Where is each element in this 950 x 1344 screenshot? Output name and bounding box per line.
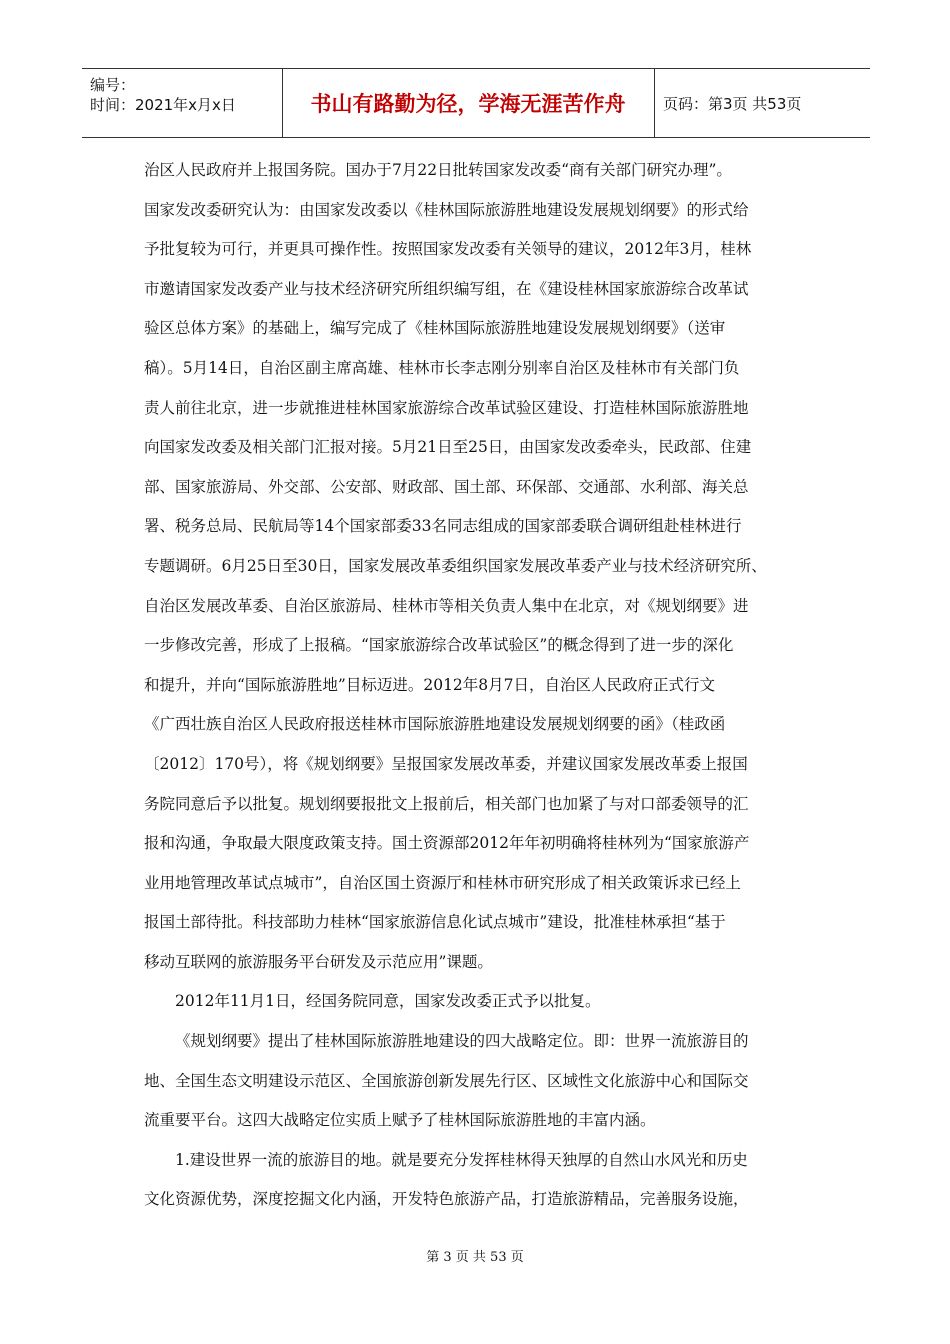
body-line: 报和沟通，争取最大限度政策支持。国土资源部2012年年初明确将桂林列为“国家旅游产 <box>144 834 750 853</box>
page-footer: 第 3 页 共 53 页 <box>426 1250 524 1265</box>
body-line: 市邀请国家发改委产业与技术经济研究所组织编写组，在《建设桂林国家旅游综合改革试 <box>144 279 749 298</box>
body-line: 业用地管理改革试点城市”，自治区国土资源厅和桂林市研究形成了相关政策诉求已经上 <box>144 873 741 892</box>
header-meta-cell <box>82 69 283 137</box>
body-line: 国家发改委研究认为：由国家发改委以《桂林国际旅游胜地建设发展规划纲要》的形式给 <box>144 200 749 219</box>
body-line: 报国土部待批。科技部助力桂林“国家旅游信息化试点城市”建设，批准桂林承担“基于 <box>144 913 726 932</box>
body-line: 验区总体方案》的基础上，编写完成了《桂林国际旅游胜地建设发展规划纲要》（送审 <box>144 319 726 338</box>
body-line: 治区人民政府并上报国务院。国办于7月22日批转国家发改委“商有关部门研究办理”。 <box>144 161 732 179</box>
body-line: 稿）。5月14日，自治区副主席高雄、桂林市长李志刚分别率自治区及桂林市有关部门负 <box>144 358 740 377</box>
body-line: 务院同意后予以批复。规划纲要报批文上报前后，相关部门也加紧了与对口部委领导的汇 <box>144 794 749 813</box>
body-line: 1.建设世界一流的旅游目的地。就是要充分发挥桂林得天独厚的自然山水风光和历史 <box>175 1150 748 1169</box>
body-line: 专题调研。6月25日至30日，国家发展改革委组织国家发展改革委产业与技术经济研究所、 <box>144 556 767 575</box>
header-page-cell <box>655 69 870 137</box>
header-page-label: 页码：第3页 共53页 <box>663 94 802 113</box>
body-line: 移动互联网的旅游服务平台研发及示范应用”课题。 <box>144 952 493 971</box>
body-line: 文化资源优势，深度挖掘文化内涵，开发特色旅游产品，打造旅游精品，完善服务设施， <box>144 1190 749 1209</box>
body-line: 向国家发改委及相关部门汇报对接。5月21日至25日，由国家发改委牵头，民政部、住建 <box>144 438 752 457</box>
body-line: 和提升，并向“国际旅游胜地”目标迈进。2012年8月7日，自治区人民政府正式行文 <box>144 675 716 694</box>
body-line: 地、全国生态文明建设示范区、全国旅游创新发展先行区、区域性文化旅游中心和国际交 <box>144 1071 749 1090</box>
body-line: 部、国家旅游局、外交部、公安部、财政部、国土部、环保部、交通部、水利部、海关总 <box>144 477 749 496</box>
body-line: 流重要平台。这四大战略定位实质上赋予了桂林国际旅游胜地的丰富内涵。 <box>144 1111 656 1130</box>
page-header <box>82 68 870 138</box>
document-number-label: 编号： <box>90 76 136 94</box>
body-line: 《广西壮族自治区人民政府报送桂林市国际旅游胜地建设发展规划纲要的函》（桂政函 <box>144 715 726 734</box>
body-line: 〔2012〕170号），将《规划纲要》呈报国家发展改革委，并建议国家发展改革委上报国 <box>144 754 748 773</box>
document-time-label: 时间：2021年x月x日 <box>90 96 236 114</box>
body-line: 一步修改完善，形成了上报稿。“国家旅游综合改革试验区”的概念得到了进一步的深化 <box>144 636 734 655</box>
body-line: 2012年11月1日，经国务院同意，国家发改委正式予以批复。 <box>175 992 601 1011</box>
body-line: 责人前往北京，进一步就推进桂林国家旅游综合改革试验区建设、打造桂林国际旅游胜地 <box>144 398 749 417</box>
body-line: 予批复较为可行，并更具可操作性。按照国家发改委有关领导的建议，2012年3月，桂林 <box>144 240 752 259</box>
header-motto: 书山有路勤为径，学海无涯苦作舟 <box>282 69 655 137</box>
body-line: 署、税务总局、民航局等14个国家部委33名同志组成的国家部委联合调研组赴桂林进行 <box>144 517 742 536</box>
document-body <box>144 151 809 1220</box>
body-line: 《规划纲要》提出了桂林国际旅游胜地建设的四大战略定位。即：世界一流旅游目的 <box>175 1032 749 1051</box>
body-line: 自治区发展改革委、自治区旅游局、桂林市等相关负责人集中在北京，对《规划纲要》进 <box>144 596 749 615</box>
